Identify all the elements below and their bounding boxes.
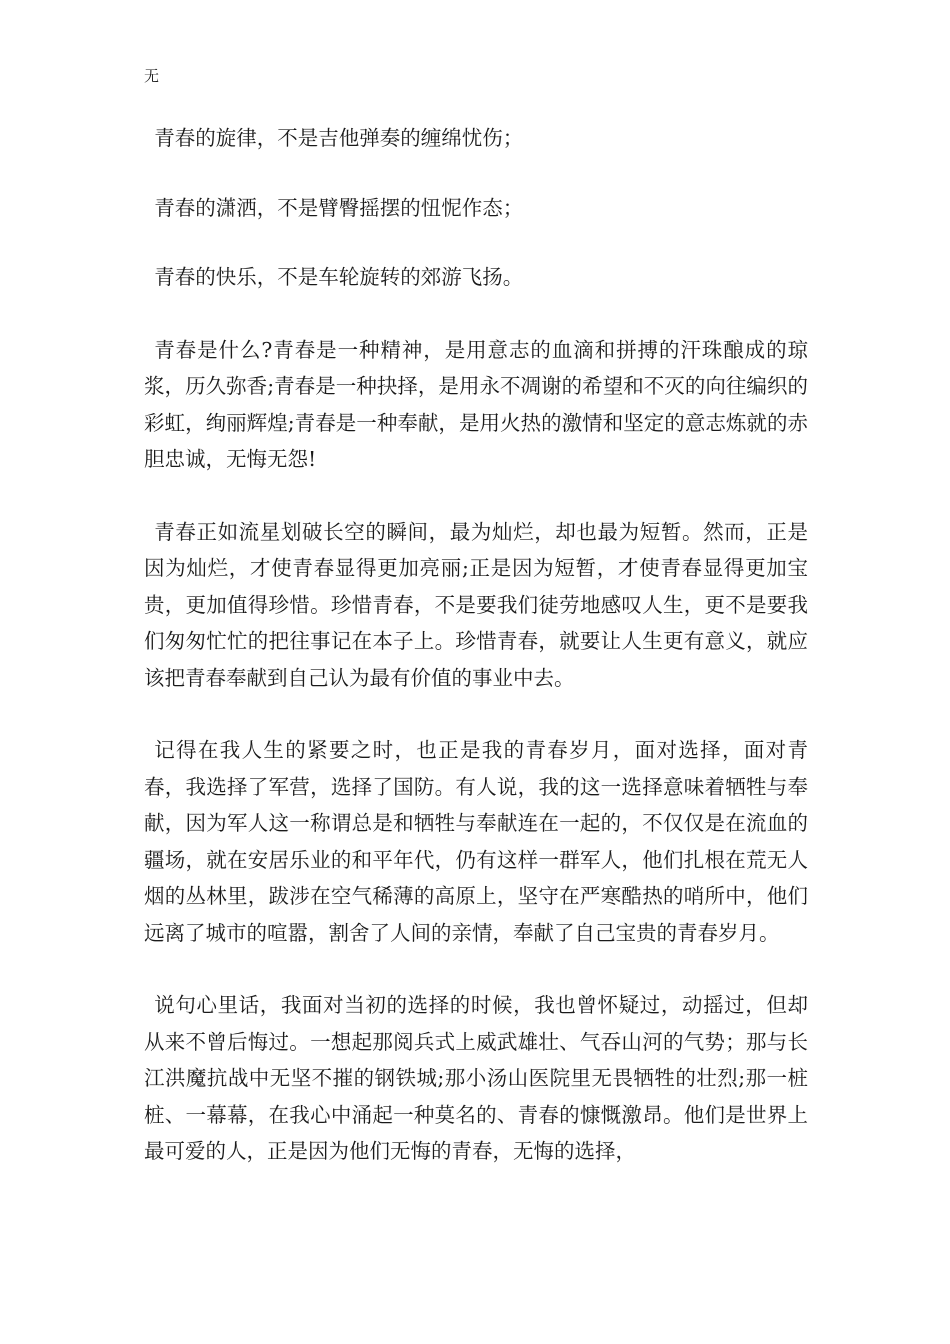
paragraph-6: 记得在我人生的紧要之时，也正是我的青春岁月，面对选择，面对青春，我选择了军营，选择了国防。有人说，我的这一选择意味着牺牲与奉献，因为军人这一称谓总是和牺牲与奉献连在一起的，不仅仅是在流血的疆场，就在安居乐业的和平年代，仍有这样一群军人，他们扎根在荒无人烟的丛林里，跋涉在空气稀薄的高原上，坚守在严寒酷热的哨所中，他们远离了城市的喧嚣，割舍了人间的亲情，奉献了自己宝贵的青春岁月。 xyxy=(144,738,808,945)
paragraph-2: 青春的潇洒，不是臂臀摇摆的忸怩作态； xyxy=(154,195,524,220)
page-header: 无 xyxy=(144,67,160,85)
paragraph-4: 青春是什么?青春是一种精神，是用意志的血滴和拼搏的汗珠酿成的琼浆，历久弥香;青春是一种抉择，是用永不凋谢的希望和不灭的向往编织的彩虹，绚丽辉煌;青春是一种奉献，是用火热的激情和坚定的意志炼就的赤胆忠诚，无悔无怨! xyxy=(144,337,808,471)
paragraph-1: 青春的旋律，不是吉他弹奏的缠绵忧伤； xyxy=(154,126,524,150)
paragraph-5: 青春正如流星划破长空的瞬间，最为灿烂，却也最为短暂。然而，正是因为灿烂，才使青春显得更加亮丽;正是因为短暂，才使青春显得更加宝贵，更加值得珍惜。珍惜青春，不是要我们徒劳地感叹人生，更不是要我们匆匆忙忙的把往事记在本子上。珍惜青春，就要让人生更有意义，就应该把青春奉献到自己认为最有价值的事业中去。 xyxy=(144,519,808,690)
paragraph-3: 青春的快乐，不是车轮旋转的郊游飞扬。 xyxy=(154,265,524,289)
paragraph-7: 说句心里话，我面对当初的选择的时候，我也曾怀疑过，动摇过，但却从来不曾后悔过。一想起那阅兵式上威武雄壮、气吞山河的气势；那与长江洪魔抗战中无坚不摧的钢铁城;那小汤山医院里无畏牺牲的壮烈;那一桩桩、一幕幕，在我心中涌起一种莫名的、青春的慷慨激昂。他们是世界上最可爱的人，正是因为他们无悔的青春，无悔的选择， xyxy=(144,993,808,1163)
article-body xyxy=(144,120,808,1206)
